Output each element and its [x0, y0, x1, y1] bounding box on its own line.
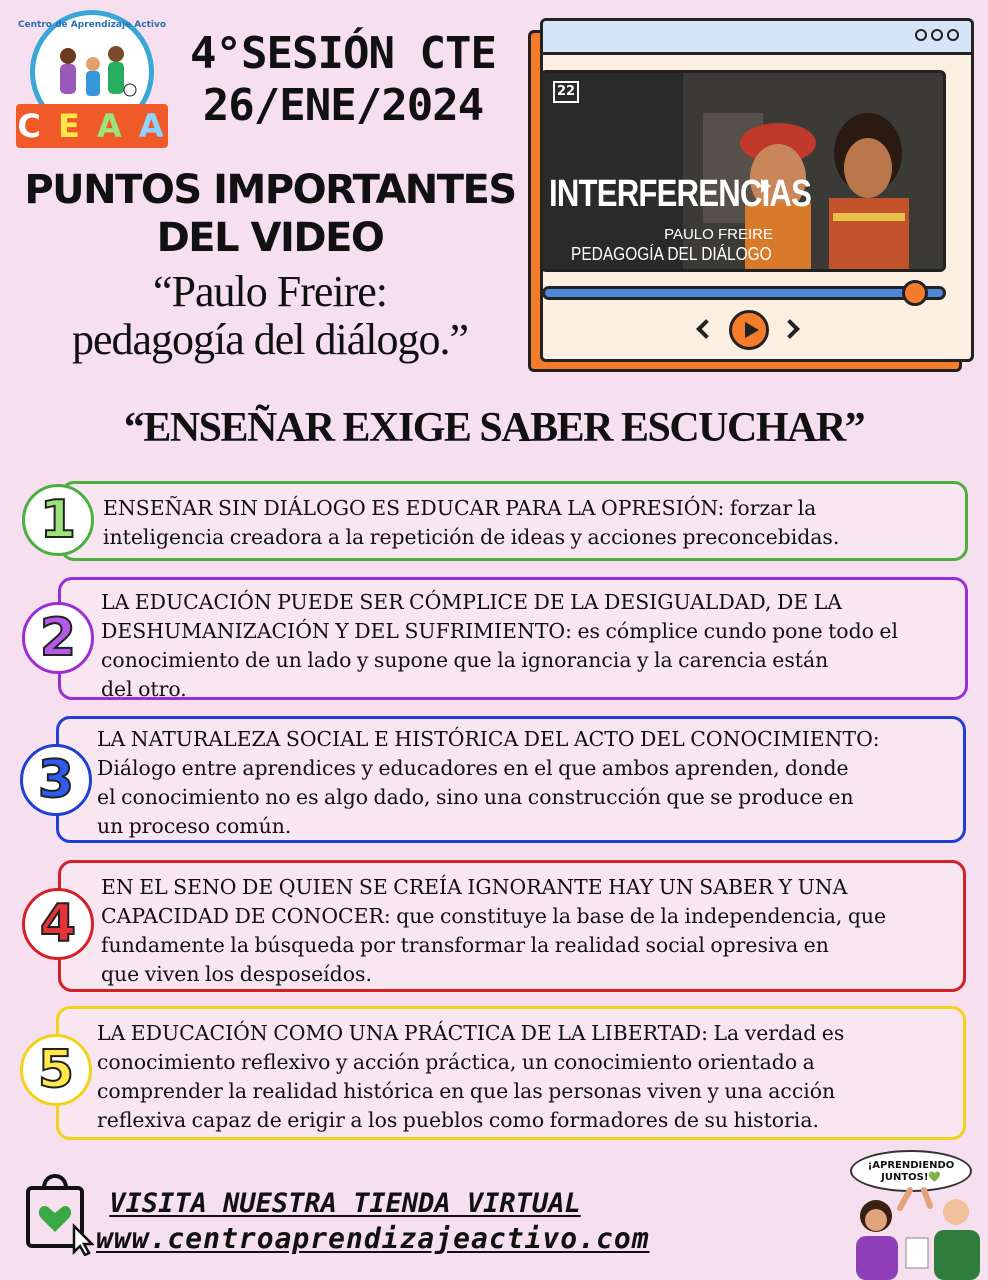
store-label: VISITA NUESTRA TIENDA VIRTUAL — [109, 1188, 581, 1219]
window-dots-icon — [915, 29, 959, 41]
video-subtitle-topic: PEDAGOGÍA DEL DIÁLOGO — [571, 244, 772, 264]
number-badge-5 — [20, 1034, 92, 1106]
play-button[interactable] — [729, 310, 769, 350]
number-badge-2 — [22, 602, 94, 674]
point-number: 4 — [39, 894, 77, 954]
point-card-4 — [58, 860, 966, 992]
video-title: INTERFERENCIAS — [549, 173, 812, 215]
point-line: un proceso común. — [97, 814, 292, 838]
logo-letter: E — [57, 107, 83, 145]
video-player-window — [528, 18, 974, 374]
point-text — [97, 725, 942, 841]
main-quote: “ENSEÑAR EXIGE SABER ESCUCHAR” — [123, 405, 865, 451]
logo-ring-text: Centro de Aprendizaje Activo — [17, 20, 167, 30]
number-badge-4 — [22, 888, 94, 960]
point-line: comprender la realidad histórica en que las personas viven y una acción — [97, 1079, 836, 1103]
shopping-bag-icon[interactable] — [22, 1166, 94, 1256]
chevron-right-icon[interactable] — [780, 319, 800, 339]
playback-controls — [693, 310, 803, 350]
ceaa-logo — [14, 10, 170, 150]
bubble-line: JUNTOS!💚 — [881, 1172, 941, 1183]
point-line: Diálogo entre aprendices y educadores en el que ambos aprenden, donde — [97, 756, 849, 780]
video-name — [20, 268, 520, 364]
point-line: LA NATURALEZA SOCIAL E HISTÓRICA DEL ACTO DEL CONOCIMIENTO: — [97, 727, 880, 751]
point-text — [101, 873, 946, 989]
point-card-1 — [60, 481, 968, 561]
logo-letter: A — [96, 107, 125, 145]
point-line: reflexiva capaz de erigir a los pueblos como formadores de su historia. — [97, 1108, 819, 1132]
bubble-line: ¡APRENDIENDO — [867, 1160, 955, 1171]
point-text — [97, 1019, 944, 1135]
point-line: inteligencia creadora a la repetición de ideas y acciones preconcebidas. — [103, 525, 840, 549]
key-points-line: DEL VIDEO — [156, 215, 384, 261]
point-line: que viven los desposeídos. — [101, 962, 372, 986]
number-badge-3 — [20, 744, 92, 816]
video-name-line: “Paulo Freire: — [152, 267, 388, 316]
point-number: 3 — [37, 750, 75, 810]
session-title — [178, 28, 508, 132]
number-badge-1 — [22, 484, 94, 556]
progress-knob[interactable] — [902, 280, 928, 306]
point-line: EN EL SENO DE QUIEN SE CREÍA IGNORANTE HAY UN SABER Y UNA — [101, 875, 848, 899]
session-line: 4°SESIÓN CTE — [190, 28, 496, 79]
point-line: CAPACIDAD DE CONOCER: que constituye la base de la independencia, que — [101, 904, 887, 928]
store-url-link[interactable]: www.centroaprendizajeactivo.com — [96, 1222, 650, 1255]
point-line: ENSEÑAR SIN DIÁLOGO ES EDUCAR PARA LA OPRESIÓN: forzar la — [103, 496, 817, 520]
point-line: el conocimiento no es algo dado, sino una construcción que se produce en — [97, 785, 854, 809]
point-number: 2 — [39, 608, 77, 668]
video-thumbnail[interactable] — [540, 70, 946, 272]
video-subtitle-author: PAULO FREIRE — [664, 226, 773, 243]
point-line: conocimiento reflexivo y acción práctica, un conocimiento orientado a — [97, 1050, 815, 1074]
point-line: conocimiento de un lado y supone que la ignorancia y la carencia están — [101, 648, 829, 672]
logo-banner — [16, 104, 168, 148]
key-points-heading — [20, 166, 520, 262]
point-line: DESHUMANIZACIÓN Y DEL SUFRIMIENTO: es cómplice cundo pone todo el — [101, 619, 898, 643]
logo-letter: C — [17, 107, 44, 145]
point-number: 1 — [39, 490, 77, 550]
point-number: 5 — [37, 1040, 75, 1100]
point-card-5 — [56, 1006, 966, 1140]
chevron-left-icon[interactable] — [696, 319, 716, 339]
point-card-3 — [56, 716, 966, 843]
point-text — [101, 588, 946, 704]
kids-illustration — [48, 38, 138, 108]
key-points-line: PUNTOS IMPORTANTES — [24, 167, 516, 213]
teachers-illustration — [844, 1186, 988, 1280]
video-name-line: pedagogía del diálogo.” — [71, 315, 469, 364]
point-line: fundamente la búsqueda por transformar la realidad social opresiva en — [101, 933, 829, 957]
session-date: 26/ENE/2024 — [202, 80, 484, 131]
point-line: LA EDUCACIÓN PUEDE SER CÓMPLICE DE LA DESIGUALDAD, DE LA — [101, 590, 842, 614]
point-card-2 — [58, 577, 968, 700]
video-progress-bar[interactable] — [542, 286, 946, 300]
episode-badge: 22 — [553, 81, 579, 103]
window-titlebar — [543, 21, 971, 55]
point-text — [103, 494, 948, 552]
point-line: LA EDUCACIÓN COMO UNA PRÁCTICA DE LA LIBERTAD: La verdad es — [97, 1021, 845, 1045]
point-line: del otro. — [101, 677, 187, 701]
logo-letter: A — [138, 107, 167, 145]
